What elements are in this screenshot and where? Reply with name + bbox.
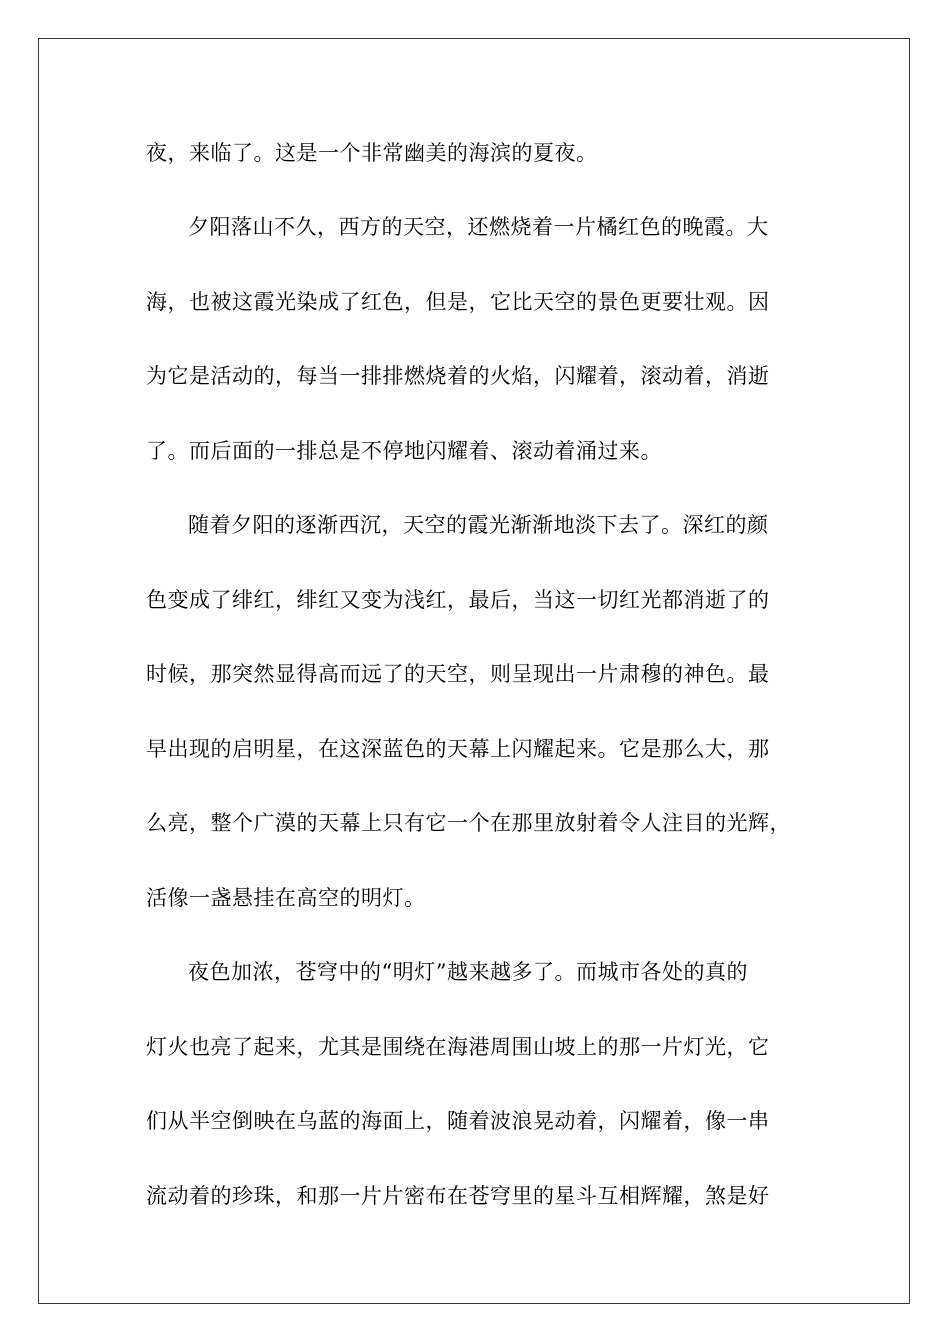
- text-line: 色变成了绯红，绯红又变为浅红，最后，当这一切红光都消逝了的: [146, 588, 770, 612]
- text-line: 流动着的珍珠，和那一片片密布在苍穹里的星斗互相辉耀，煞是好: [146, 1184, 770, 1208]
- paragraph-start-line: 随着夕阳的逐渐西沉，天空的霞光渐渐地淡下去了。深红的颜: [188, 513, 769, 537]
- text-line: 们从半空倒映在乌蓝的海面上，随着波浪晃动着，闪耀着，像一串: [146, 1109, 770, 1133]
- paragraph-start-line: 夕阳落山不久，西方的天空，还燃烧着一片橘红色的晚霞。大: [188, 215, 769, 239]
- text-line: 么亮，整个广漠的天幕上只有它一个在那里放射着令人注目的光辉，: [146, 811, 791, 835]
- text-line: 夜，来临了。这是一个非常幽美的海滨的夏夜。: [146, 141, 598, 165]
- text-line: 灯火也亮了起来，尤其是围绕在海港周围山坡上的那一片灯光，它: [146, 1035, 770, 1059]
- text-line: 时候，那突然显得高而远了的天空，则呈现出一片肃穆的神色。最: [146, 662, 770, 686]
- paragraph-start-line: 夜色加浓，苍穹中的“明灯”越来越多了。而城市各处的真的: [188, 960, 748, 984]
- text-line: 为它是活动的，每当一排排燃烧着的火焰，闪耀着，滚动着，消逝: [146, 364, 770, 388]
- text-line: 早出现的启明星，在这深蓝色的天幕上闪耀起来。它是那么大，那: [146, 737, 770, 761]
- text-line: 海，也被这霞光染成了红色，但是，它比天空的景色更要壮观。因: [146, 290, 770, 314]
- text-line: 了。而后面的一排总是不停地闪耀着、滚动着涌过来。: [146, 439, 662, 463]
- text-line: 活像一盏悬挂在高空的明灯。: [146, 886, 426, 910]
